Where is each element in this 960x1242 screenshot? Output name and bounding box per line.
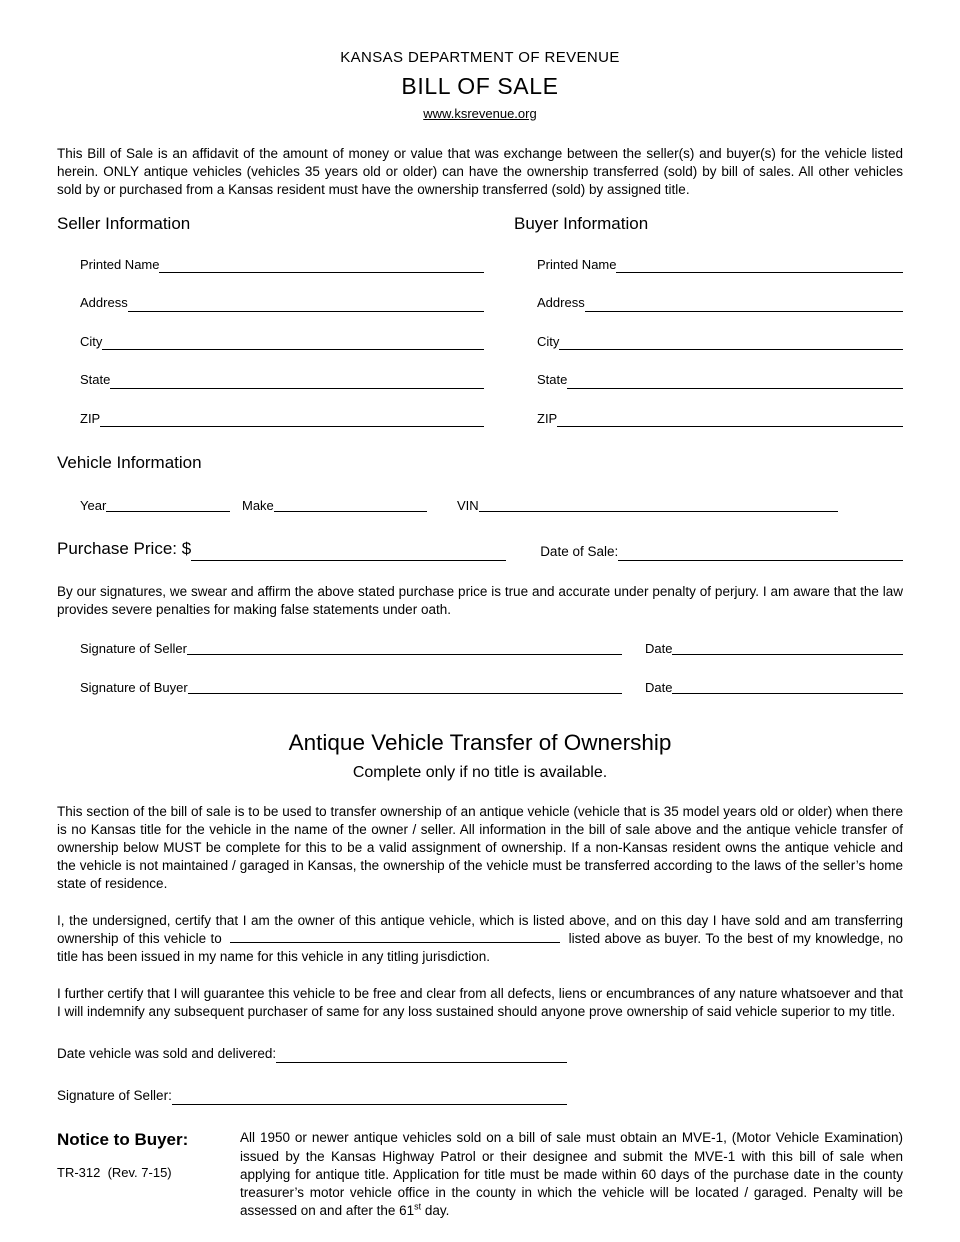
field-label: Printed Name bbox=[80, 256, 160, 272]
seller-address-row bbox=[57, 294, 484, 311]
vehicle-heading: Vehicle Information bbox=[57, 453, 202, 473]
buyer-signature-date-line[interactable] bbox=[672, 679, 903, 694]
field-label: ZIP bbox=[537, 410, 558, 426]
seller-zip-row bbox=[57, 410, 484, 427]
form-number: TR-312 (Rev. 7-15) bbox=[57, 1165, 172, 1180]
field-label: VIN bbox=[457, 497, 479, 513]
seller-state-line[interactable] bbox=[110, 374, 484, 389]
buyer-signature-line[interactable] bbox=[188, 679, 622, 694]
field-label: Signature of Buyer bbox=[80, 679, 188, 695]
agency-name: KANSAS DEPARTMENT OF REVENUE bbox=[340, 49, 620, 66]
field-label: Signature of Seller: bbox=[57, 1088, 172, 1104]
antique-certify-paragraph bbox=[57, 912, 903, 966]
antique-seller-signature-line[interactable] bbox=[172, 1090, 567, 1105]
buyer-zip-row bbox=[514, 410, 903, 427]
field-label: Make bbox=[242, 497, 274, 513]
buyer-signature-date-field bbox=[645, 679, 903, 696]
buyer-section bbox=[514, 213, 903, 448]
seller-signature-field bbox=[80, 640, 622, 657]
antique-section-title: Antique Vehicle Transfer of Ownership bbox=[288, 729, 672, 755]
notice-body bbox=[240, 1129, 903, 1219]
field-label: Signature of Seller bbox=[80, 641, 187, 657]
vehicle-vin-field bbox=[457, 497, 838, 514]
seller-signature-date-field bbox=[645, 640, 903, 657]
vehicle-year-field bbox=[80, 497, 230, 514]
seller-city-row bbox=[57, 333, 484, 350]
seller-printed-name-line[interactable] bbox=[159, 258, 484, 273]
certify-text-before: I, the undersigned, certify that I am the owner of this antique vehicle, which is listed above, and on this day I have sold and am transferring ownership of this vehicle to bbox=[57, 912, 903, 946]
seller-signature-line[interactable] bbox=[187, 640, 622, 655]
field-label: ZIP bbox=[80, 410, 101, 426]
buyer-printed-name-line[interactable] bbox=[616, 258, 903, 273]
buyer-printed-name-row bbox=[514, 256, 903, 273]
field-label: Printed Name bbox=[537, 256, 617, 272]
seller-signature-date-line[interactable] bbox=[672, 640, 903, 655]
field-label: Year bbox=[80, 497, 107, 513]
date-of-sale-line[interactable] bbox=[618, 546, 903, 561]
antique-paragraph-1: This section of the bill of sale is to be used to transfer ownership of an antique vehicle (vehicle that is 35 model years old or older) when there is no Kansas title for the vehicle in the name of the owner / seller. All information in the bill of sale above and the antique vehicle transfer of ownership below MUST be complete for this to be a valid assignment of ownership. If a non-Kansas resident owns the antique vehicle and the vehicle is not maintained / garaged in Kansas, the ownership of the vehicle must be transferred according to the laws of the seller’s home state of residence. bbox=[57, 803, 903, 891]
notice-text-1: All 1950 or newer antique vehicles sold on a bill of sale must obtain an MVE-1, (Motor Vehicle Examination) issued by the Kansas Highway Patrol or their designee and submit the MVE-1 with this bill of sale when applying for antique title. Application for title must be made within 60 days of the purchase date in the county treasurer’s motor vehicle office in the county in which the vehicle will be located / garaged. Penalty will be assessed on and after the 61 bbox=[240, 1130, 903, 1218]
purchase-row bbox=[57, 538, 903, 561]
buyer-heading: Buyer Information bbox=[514, 214, 649, 234]
seller-city-line[interactable] bbox=[102, 335, 484, 350]
notice-to-buyer bbox=[57, 1129, 903, 1219]
vehicle-make-line[interactable] bbox=[274, 497, 427, 512]
notice-ordinal-suffix: st bbox=[414, 1201, 422, 1212]
seller-address-line[interactable] bbox=[128, 297, 484, 312]
buyer-signature-field bbox=[80, 679, 622, 696]
buyer-signature-row bbox=[57, 679, 903, 696]
affirmation-paragraph: By our signatures, we swear and affirm the above stated purchase price is true and accurate under penalty of perjury. I am aware that the law provides severe penalties for making false statements under oath. bbox=[57, 583, 903, 618]
field-label: Address bbox=[80, 295, 128, 311]
seller-state-row bbox=[57, 371, 484, 388]
vehicle-row bbox=[57, 497, 903, 514]
field-label: Address bbox=[537, 295, 585, 311]
vehicle-make-field bbox=[242, 497, 427, 514]
field-label: Date bbox=[645, 679, 673, 695]
seller-signature-row bbox=[57, 640, 903, 657]
date-of-sale-label: Date of Sale: bbox=[540, 543, 619, 559]
seller-zip-line[interactable] bbox=[100, 412, 484, 427]
field-label: Date bbox=[645, 641, 673, 657]
antique-paragraph-3: I further certify that I will guarantee this vehicle to be free and clear from all defects, liens or encumbrances of any nature whatsoever and that I will indemnify any subsequent purchaser of same for any loss sustained should anyone prove ownership of said vehicle superior to my title. bbox=[57, 986, 903, 1020]
buyer-zip-line[interactable] bbox=[557, 412, 903, 427]
date-sold-line[interactable] bbox=[276, 1048, 567, 1063]
seller-heading: Seller Information bbox=[57, 214, 191, 234]
purchase-price-label: Purchase Price: $ bbox=[57, 539, 192, 559]
field-label: City bbox=[537, 333, 560, 349]
form-title: BILL OF SALE bbox=[401, 73, 559, 100]
purchase-price-line[interactable] bbox=[191, 544, 506, 561]
seller-section bbox=[57, 213, 484, 448]
buyer-city-line[interactable] bbox=[559, 335, 903, 350]
antique-section-subtitle: Complete only if no title is available. bbox=[352, 764, 608, 782]
field-label: City bbox=[80, 333, 103, 349]
buyer-address-line[interactable] bbox=[585, 297, 903, 312]
field-label: Date vehicle was sold and delivered: bbox=[57, 1046, 277, 1062]
website-link[interactable]: www.ksrevenue.org bbox=[423, 105, 537, 121]
buyer-state-row bbox=[514, 371, 903, 388]
antique-seller-signature-row bbox=[57, 1087, 567, 1105]
notice-label: Notice to Buyer: bbox=[57, 1130, 189, 1150]
field-label: State bbox=[537, 372, 568, 388]
form-header bbox=[57, 48, 903, 123]
transfer-to-line[interactable] bbox=[230, 930, 560, 943]
date-sold-row bbox=[57, 1045, 567, 1063]
vehicle-vin-line[interactable] bbox=[479, 497, 838, 512]
vehicle-year-line[interactable] bbox=[106, 497, 230, 512]
certify-text-after: listed above as buyer. To the best of my knowledge, no title has been issued in my name for this vehicle in any titling jurisdiction. bbox=[57, 930, 903, 965]
buyer-city-row bbox=[514, 333, 903, 350]
party-columns bbox=[57, 213, 903, 448]
notice-text-2: day. bbox=[421, 1202, 450, 1218]
field-label: State bbox=[80, 372, 111, 388]
intro-paragraph: This Bill of Sale is an affidavit of the amount of money or value that was exchange between the seller(s) and buyer(s) for the vehicle listed herein. ONLY antique vehicles (vehicles 35 years old or older) can have the ownership transferred (sold) by bill of sales. All other vehicles sold by or purchased from a Kansas resident must have the ownership transferred (sold) by assigned title. bbox=[57, 145, 903, 198]
buyer-address-row bbox=[514, 294, 903, 311]
buyer-state-line[interactable] bbox=[567, 374, 903, 389]
seller-printed-name-row bbox=[57, 256, 484, 273]
